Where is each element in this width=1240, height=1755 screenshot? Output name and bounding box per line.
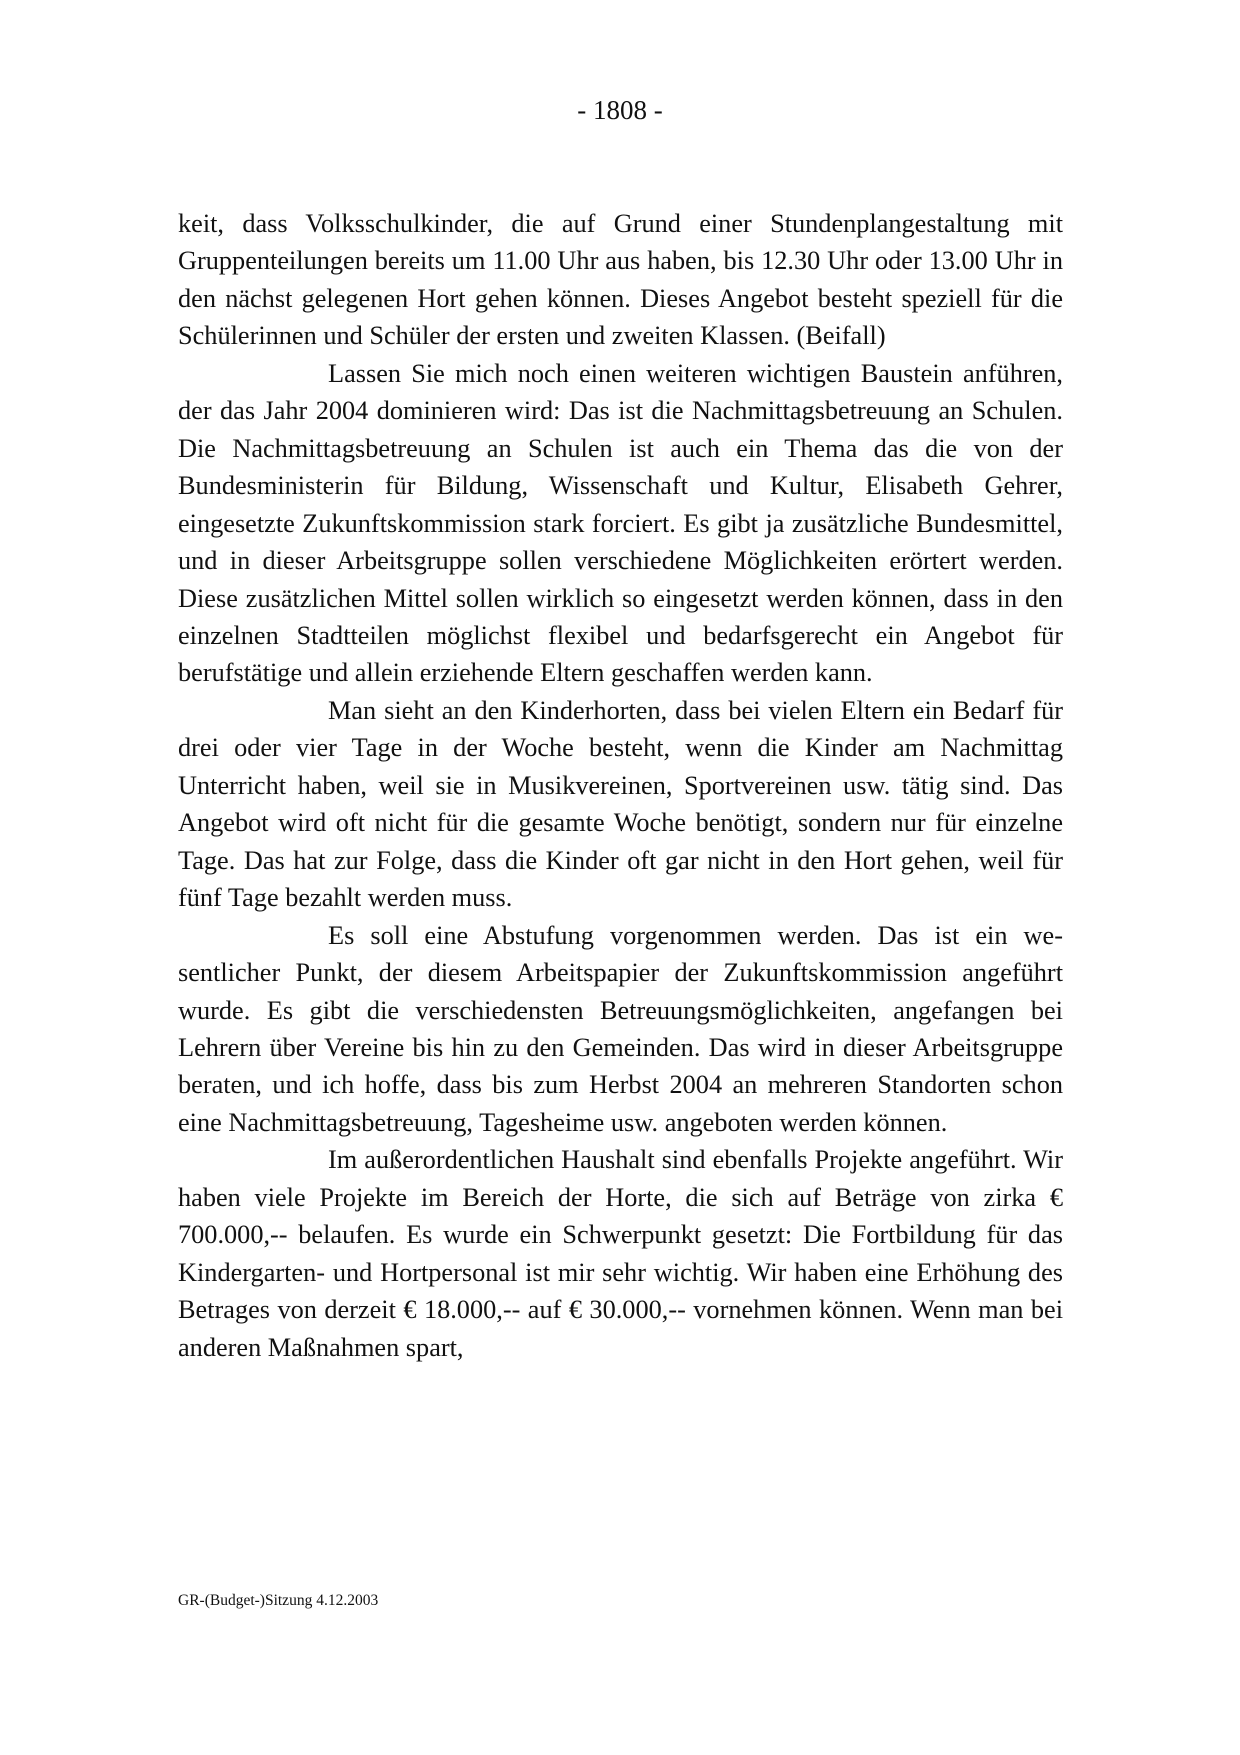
paragraph-3: Man sieht an den Kinderhorten, dass bei vielen Eltern ein Bedarf für drei oder vier Tage in der Woche besteht, wenn die Kinder am Nachmittag Unterricht haben, weil sie in Musikvereinen, Sportvereinen usw. tätig sind. Das Angebot wird oft nicht für die gesamte Woche benötigt, sondern nur für einzelne Tage. Das hat zur Folge, dass die Kinder oft gar nicht in den Hort gehen, weil für fünf Tage bezahlt werden muss. bbox=[178, 695, 1063, 913]
page-number: - 1808 - bbox=[577, 95, 663, 125]
body-text bbox=[178, 205, 1063, 1366]
paragraph-4: Es soll eine Abstufung vorgenommen werden. Das ist ein wesentlicher Punkt, der diesem Arbeitspapier der Zukunftskommission angeführt wurde. Es gibt die verschiedensten Betreuungsmöglichkeiten, angefangen bei Lehrern über Vereine bis hin zu den Gemeinden. Das wird in dieser Arbeitsgruppe beraten, und ich hoffe, dass bis zum Herbst 2004 an mehreren Standorten schon eine Nachmittagsbetreuung, Tagesheime usw. angeboten werden können. bbox=[178, 920, 1063, 1137]
paragraph-1: keit, dass Volksschulkinder, die auf Grund einer Stundenplangestaltung mit Gruppenteilungen bereits um 11.00 Uhr aus haben, bis 12.30 Uhr oder 13.00 Uhr in den nächst gelegenen Hort gehen können. Dieses Angebot besteht speziell für die Schülerinnen und Schüler der ersten und zweiten Klassen. (Beifall) bbox=[178, 209, 1063, 351]
paragraph-2: Lassen Sie mich noch einen weiteren wichtigen Baustein anführen, der das Jahr 2004 dominieren wird: Das ist die Nachmittagsbetreuung an Schulen. Die Nachmittagsbetreuung an Schulen ist auch ein Thema das die von der Bundesministerin für Bildung, Wissenschaft und Kultur, Elisabeth Gehrer, eingesetzte Zukunftskommission stark forciert. Es gibt ja zusätzliche Bundesmittel, und in dieser Arbeitsgruppe sollen verschiedene Möglichkeiten erörtert werden. Diese zusätzlichen Mittel sollen wirklich so eingesetzt werden können, dass in den einzelnen Stadtteilen möglichst flexibel und bedarfsgerecht ein Angebot für berufstätige und allein erziehende Eltern geschaffen werden kann. bbox=[178, 358, 1063, 688]
paragraph-5: Im außerordentlichen Haushalt sind ebenfalls Projekte angeführt. Wir haben viele Projekte im Bereich der Horte, die sich auf Beträge von zirka € 700.000,-- belaufen. Es wurde ein Schwerpunkt gesetzt: Die Fortbildung für das Kindergarten- und Hortpersonal ist mir sehr wichtig. Wir haben eine Erhöhung des Betrages von derzeit € 18.000,-- auf € 30.000,-- vornehmen können. Wenn man bei anderen Maßnahmen spart, bbox=[178, 1145, 1063, 1362]
footer-session-label: GR-(Budget-)Sitzung 4.12.2003 bbox=[178, 1592, 379, 1609]
